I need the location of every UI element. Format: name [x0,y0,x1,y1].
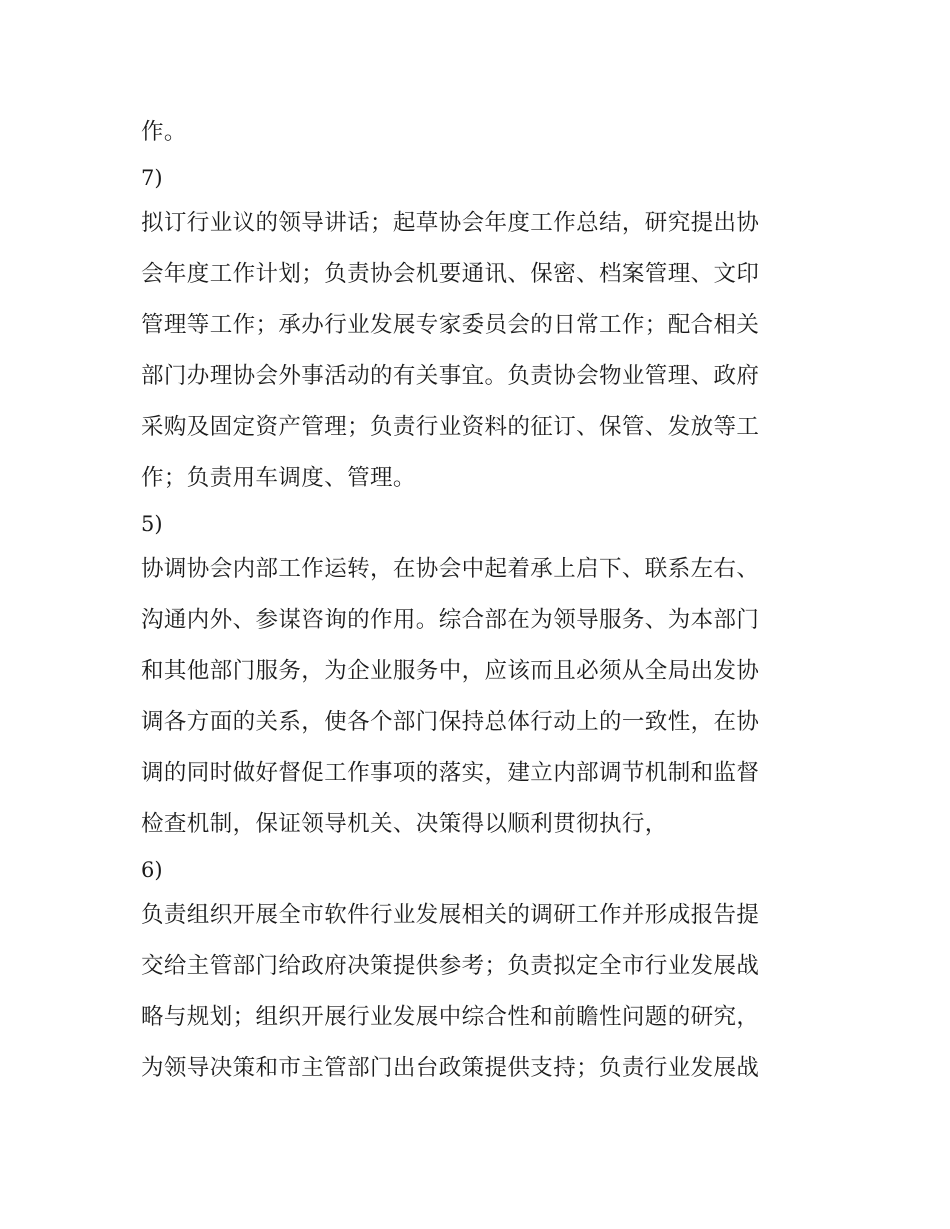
text-line: 略与规划；组织开展行业发展中综合性和前瞻性问题的研究， [141,1004,760,1030]
text-line: 交给主管部门给政府决策提供参考；负责拟定全市行业发展战 [141,953,760,979]
text-line: 调各方面的关系，使各个部门保持总体行动上的一致性，在协 [141,709,760,735]
text-line: 和其他部门服务，为企业服务中，应该而且必须从全局出发协 [141,658,760,684]
text-line: 拟订行业议的领导讲话；起草协会年度工作总结，研究提出协 [141,210,760,236]
section-number: 6) [141,858,163,882]
document-body [141,107,813,1094]
text-line: 采购及固定资产管理；负责行业资料的征订、保管、发放等工 [141,414,760,440]
text-line: 沟通内外、参谋咨询的作用。综合部在为领导服务、为本部门 [141,607,760,633]
text-line: 检查机制，保证领导机关、决策得以顺利贯彻执行， [141,811,668,837]
text-line: 管理等工作；承办行业发展专家委员会的日常工作；配合相关 [141,312,760,338]
text-line: 协调协会内部工作运转，在协会中起着承上启下、联系左右、 [141,556,760,582]
text-line: 作；负责用车调度、管理。 [141,465,416,491]
text-line: 调的同时做好督促工作事项的落实，建立内部调节机制和监督 [141,760,760,786]
text-line: 为领导决策和市主管部门出台政策提供支持；负责行业发展战 [141,1055,760,1081]
text-line: 作。 [141,119,187,145]
text-line: 负责组织开展全市软件行业发展相关的调研工作并形成报告提 [141,902,760,928]
section-number: 7) [141,166,163,190]
text-line: 部门办理协会外事活动的有关事宜。负责协会物业管理、政府 [141,363,760,389]
section-number: 5) [141,512,163,536]
text-line: 会年度工作计划；负责协会机要通讯、保密、档案管理、文印 [141,261,760,287]
